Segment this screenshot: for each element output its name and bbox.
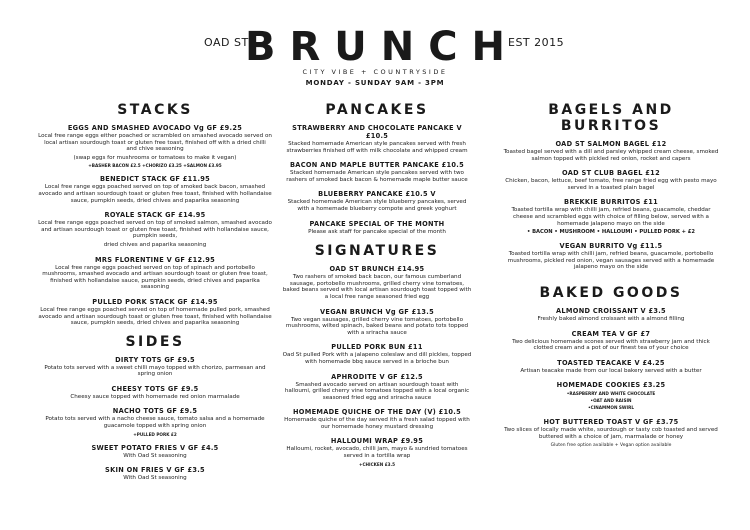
brand-logo: BRUNCH: [244, 24, 520, 70]
item-note: dried chives and paparika seasoning: [103, 241, 207, 248]
list-item: •RASPBERRY AND WHITE CHOCOLATE: [566, 391, 656, 397]
menu-item: [282, 437, 472, 466]
item-description: Stacked homemade American style pancakes served with two rashers of smoked back bacon & homemade maple butter sauce: [286, 170, 468, 183]
item-description: Local free range eggs either poached or scrambled on smashed avocado served on local artisan sourdough toast or gluten free toast, finished off with a dried chilli and chive seasoning: [38, 133, 272, 153]
item-name: BENEDICT STACK GF £11.95: [99, 175, 211, 184]
menu-item: [502, 169, 720, 191]
menu-item: [282, 408, 472, 430]
item-description: Homemade quiche of the day served ith a fresh salad topped with our homemade honey mustard dressing: [284, 417, 470, 430]
item-description: Local free range eggs poached served on top of smoked salmon, smashed avocado and artisan sourdough toast or gluten free toast, finished with hollandaise sauce, pumpkin seeds,: [38, 220, 272, 240]
item-description: Artisan teacake made from our local bakery served with a butter: [520, 367, 702, 374]
item-description: Cheesy sauce topped with homemade red onion marmalade: [70, 393, 240, 400]
middle-column: [282, 102, 472, 474]
item-name: SWEET POTATO FRIES V GF £4.5: [91, 443, 219, 452]
item-note: Gluten free option available + Vegan option available: [550, 442, 672, 448]
item-name: DIRTY TOTS GF £9.5: [115, 355, 195, 364]
menu-item: [38, 211, 272, 248]
menu-item: [502, 359, 720, 375]
menu-item: [282, 220, 472, 236]
item-description: Stacked homemade American style blueberry pancakes, served with a homemade blueberry compote and greek yoghurt: [287, 199, 467, 212]
menu-item: [502, 307, 720, 323]
menu-item: [38, 466, 272, 482]
item-addons: +PULLED PORK £2: [133, 431, 177, 437]
opening-hours: MONDAY - SUNDAY 9AM - 3PM: [305, 79, 445, 87]
item-name: VEGAN BURRITO Vg £11.5: [559, 242, 663, 251]
item-description: Potato tots served with a nacho cheese sauce, tomato salsa and a homemade guacamole topped with spring onion: [45, 416, 265, 430]
item-description: Local free range eggs poached served on top of homemade pulled pork, smashed avocado and artisan sourdough toast or gluten free toast, finished with hollandaise sauce, pumpkin seeds, dried chives and paparika seasoning: [38, 306, 272, 327]
item-name: HOMEMADE QUICHE OF THE DAY (V) £10.5: [292, 408, 461, 417]
menu-item: [38, 356, 272, 378]
section-title-bagels: BAGELS AND BURRITOS: [548, 102, 674, 134]
item-name: ALMOND CROISSANT V £3.5: [556, 306, 666, 315]
item-description: Please ask staff for pancake special of the month: [308, 228, 446, 235]
item-description: Potato tots served with a sweet chilli mayo topped with chorizo, parmesan and spring onion: [44, 364, 266, 378]
item-name: PULLED PORK BUN £11: [331, 343, 423, 352]
menu-item: [38, 298, 272, 327]
item-name: CREAM TEA V GF £7: [571, 329, 651, 338]
menu-item: [38, 444, 272, 460]
item-description: Freshly baked almond croissant with a almond filling: [537, 315, 685, 322]
item-description: Halloumi, rocket, avocado, chilli jam, mayo & sundried tomatoes served in a tortilla wrap: [286, 446, 468, 460]
item-name: STRAWBERRY AND CHOCOLATE PANCAKE V £10.5: [292, 124, 462, 140]
list-item: •CINAMMON SWIRL: [588, 405, 634, 411]
item-name: OAD ST CLUB BAGEL £12: [562, 169, 660, 178]
item-name: PANCAKE SPECIAL OF THE MONTH: [309, 219, 445, 228]
menu-item: [282, 308, 472, 337]
item-name: BREKKIE BURRITOS £11: [564, 198, 658, 207]
tagline: CITY VIBE + COUNTRYSIDE: [302, 68, 448, 76]
item-name: HOMEMADE COOKIES £3.25: [556, 381, 666, 390]
item-description: Two delicious homemade scones served with strawberry jam and thick clotted cream and a pot of our finest tea of your choice: [512, 338, 710, 352]
menu-item: [282, 190, 472, 212]
menu-item: [502, 330, 720, 352]
menu-item: [502, 242, 720, 271]
list-item: •OAT AND RAISIN: [590, 398, 632, 404]
item-description: Two rashers of smoked back bacon, our famous cumberland sausage, portobello mushrooms, grilled cherry vine tomatoes, baked beans served with local artisan sourdough toast topped with a local free range seasoned fried egg: [282, 274, 472, 300]
menu-item: [502, 198, 720, 235]
item-description: Stacked homemade American style pancakes served with fresh strawberries finished off with milk chocolate and whipped cream: [286, 141, 468, 154]
item-fillings: • BACON • MUSHROOM • HALLOUMI • PULLED PORK + £2: [526, 229, 696, 236]
item-description: With Oad St seasoning: [123, 475, 187, 482]
section-title-signatures: SIGNATURES: [314, 243, 440, 260]
left-column: [38, 102, 272, 489]
item-name: HALLOUMI WRAP £9.95: [330, 437, 424, 446]
item-note: (swap eggs for mushrooms or tomatoes to make it vegan): [73, 154, 237, 161]
item-description: Local free range eggs poached served on top of spinach and portobello mushrooms, smashed avocado and artisan sourdough toast or gluten free toast, finished with hollandaise sauce, pumpkin seeds, dried chives and paparika seasoning: [42, 264, 268, 291]
right-column: [502, 102, 720, 455]
menu-item: [502, 418, 720, 447]
item-name: NACHO TOTS GF £9.5: [112, 407, 198, 416]
menu-item: [38, 124, 272, 168]
section-title-baked-goods: BAKED GOODS: [539, 284, 683, 301]
item-description: Toasted bagel served with a dill and parsley whipped cream cheese, smoked salmon topped with pickled red onion, rocket and capers: [503, 149, 719, 162]
item-name: EGGS AND SMASHED AVOCADO Vg GF £9.25: [67, 124, 243, 132]
item-description: Oad St pulled Pork with a jalapeno coleslaw and dill pickles, topped with homemade bbq sauce served in a brioche bun: [282, 352, 472, 365]
menu-item: [502, 140, 720, 162]
cookie-flavours: [502, 390, 720, 411]
section-title-sides: SIDES: [125, 333, 185, 350]
menu-item: [282, 265, 472, 300]
item-name: BACON AND MAPLE BUTTER PANCAKE £10.5: [289, 161, 465, 170]
menu-item: [282, 343, 472, 365]
item-name: MRS FLORENTINE V GF £12.95: [95, 255, 215, 264]
item-name: ROYALE STACK GF £14.95: [104, 211, 206, 220]
item-name: BLUEBERRY PANCAKE £10.5 V: [318, 190, 436, 199]
menu-item: [282, 161, 472, 183]
item-name: APHRODITE V GF £12.5: [331, 372, 423, 381]
menu-item: [38, 385, 272, 401]
item-description: Smashed avocado served on artisan sourdough toast with halloumi, grilled cherry vine tomatoes topped with a local organic seasoned fried egg and sriracha sauce: [284, 381, 470, 401]
item-name: PULLED PORK STACK GF £14.95: [92, 297, 218, 306]
header-established: EST 2015: [508, 36, 565, 49]
item-description: Chicken, bacon, lettuce, beef tomato, free range fried egg with pesto mayo served in a toasted plain bagel: [505, 178, 717, 191]
item-description: Two slices of locally made white, sourdough or tasty cob toasted and served buttered with a choice of jam, marmalade or honey: [504, 427, 718, 440]
menu-item: [282, 373, 472, 402]
menu-item: [38, 407, 272, 436]
item-description: Two vegan sausages, grilled cherry vine tomatoes, portobello mushrooms, wilted spinach, baked beans and potato tots topped with a sriracha sauce: [285, 316, 469, 336]
item-name: HOT BUTTERED TOAST V GF £3.75: [543, 418, 679, 427]
item-name: OAD ST SALMON BAGEL £12: [555, 140, 667, 148]
menu-item: [282, 124, 472, 154]
item-description: With Oad St seasoning: [123, 452, 187, 459]
item-description: Toasted tortilla wrap with chilli jam, refried beans, guacamole, portobello mushrooms, pickled red onion, vegan sausages served with a homemade jalapeno mayo on the side: [507, 251, 715, 271]
section-title-stacks: STACKS: [117, 102, 193, 118]
item-description: Local free range eggs poached served on top of smoked back bacon, smashed avocado and artisan sourdough toast or gluten free toast, finished with hollandaise sauce, pumpkin seeds, dried chives and paparika seasoning: [38, 184, 272, 204]
item-name: CHEESY TOTS GF £9.5: [111, 384, 199, 393]
item-description: Toasted tortilla wrap with chilli jam, refried beans, guacamole, cheddar cheese and scrambled eggs with choice of filling below, served with a homemade jalapeno mayo on the side: [511, 207, 711, 227]
menu-item: [38, 256, 272, 291]
item-name: TOASTED TEACAKE V £4.25: [557, 358, 665, 367]
item-addons: +CHICKEN £3.5: [358, 461, 396, 467]
header-location: OAD ST: [204, 36, 249, 49]
item-name: VEGAN BRUNCH Vg GF £13.5: [320, 307, 434, 316]
menu-item: [38, 175, 272, 204]
menu-item: [502, 381, 720, 411]
item-name: OAD ST BRUNCH £14.95: [329, 265, 425, 274]
item-name: SKIN ON FRIES V GF £3.5: [105, 466, 205, 475]
section-title-pancakes: PANCAKES: [325, 102, 429, 118]
item-addons: +BASHER BACON £2.5 +CHORIZO £3.25 +SALMON £3.95: [88, 163, 222, 169]
